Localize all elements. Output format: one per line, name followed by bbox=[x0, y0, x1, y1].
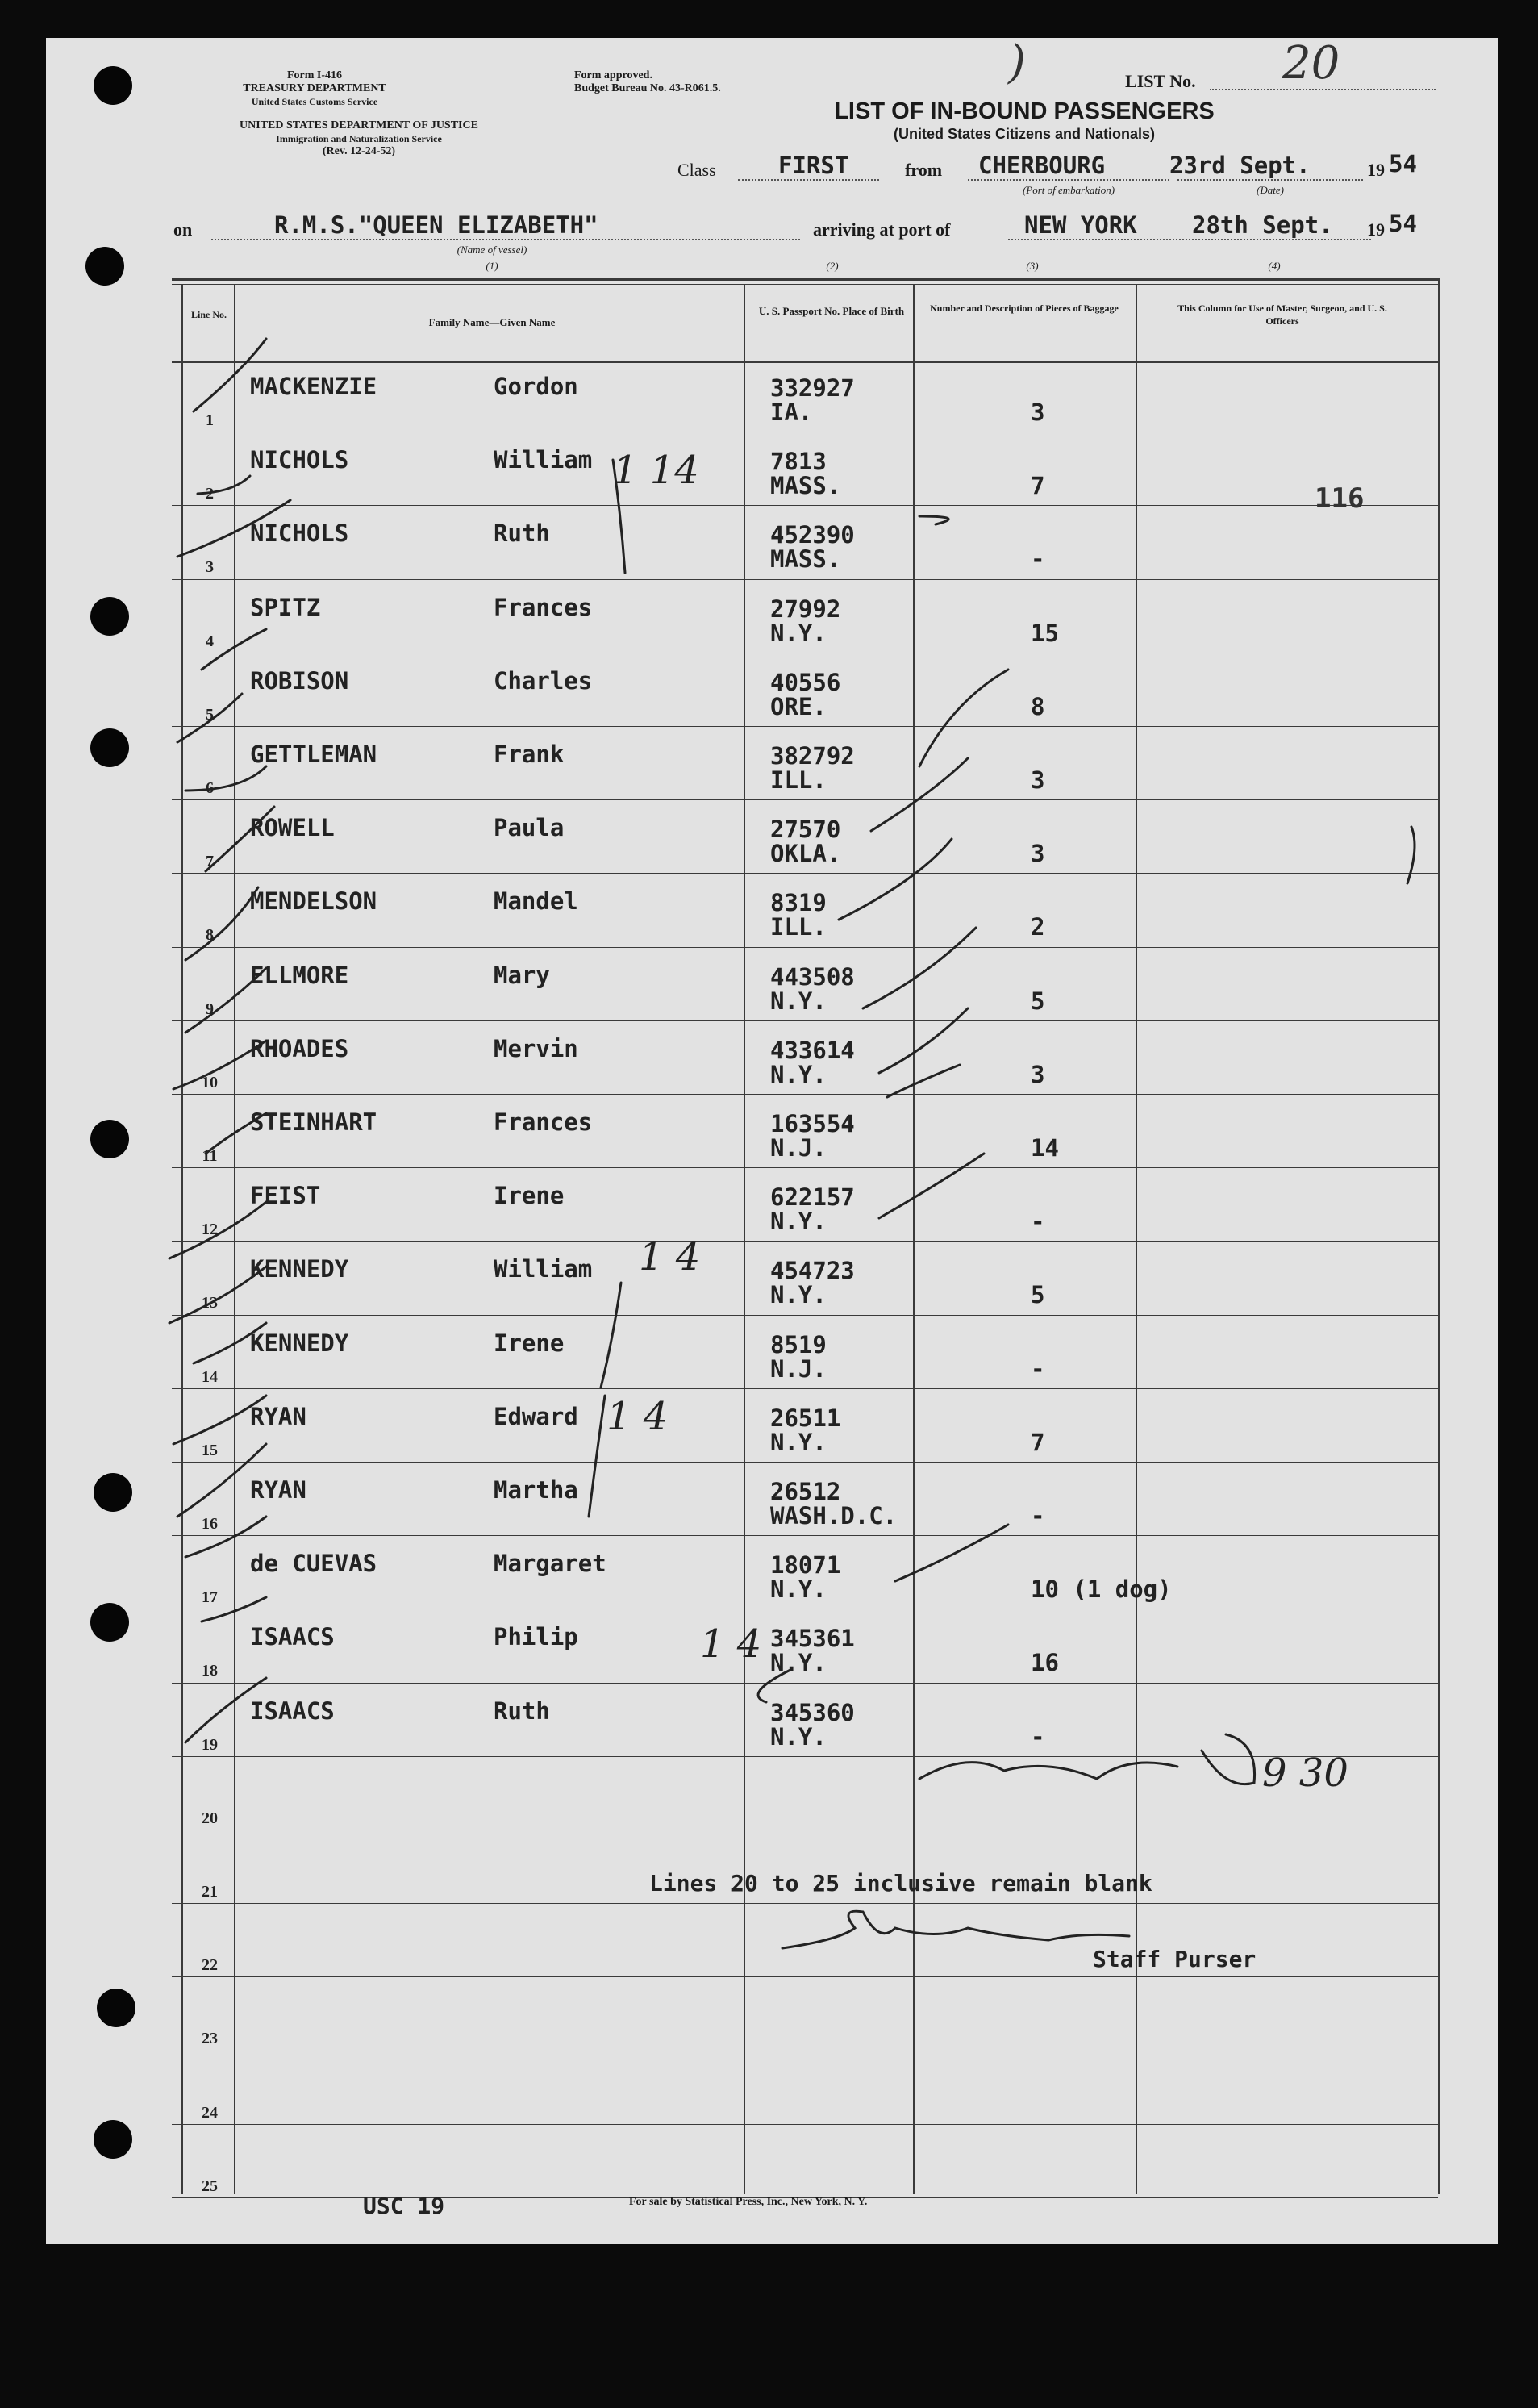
row-rule bbox=[172, 1241, 1438, 1242]
class-label: Class bbox=[677, 160, 716, 180]
vessel-line bbox=[211, 239, 800, 240]
family-name: ISAACS bbox=[250, 1696, 335, 1725]
passport-number: 18071 bbox=[770, 1551, 841, 1580]
place-of-birth: N.Y. bbox=[770, 1722, 827, 1751]
line-number: 13 bbox=[202, 1294, 218, 1313]
place-of-birth: ILL. bbox=[770, 913, 827, 941]
port-line bbox=[1008, 239, 1371, 240]
passport-number: 622157 bbox=[770, 1183, 855, 1212]
caption-3: (3) bbox=[1026, 260, 1039, 272]
given-name: Frances bbox=[494, 1108, 593, 1136]
col-rule-left bbox=[181, 284, 183, 2194]
blank-lines-note: Lines 20 to 25 inclusive remain blank bbox=[649, 1870, 1152, 1897]
row-rule bbox=[172, 1020, 1438, 1021]
col-rule-name bbox=[744, 284, 745, 2194]
punch-hole bbox=[85, 247, 124, 286]
line-number: 17 bbox=[202, 1588, 218, 1607]
row-rule bbox=[172, 726, 1438, 727]
departure-date: 23rd Sept. bbox=[1169, 152, 1311, 179]
baggage-count: 14 bbox=[1031, 1134, 1059, 1162]
place-of-birth: MASS. bbox=[770, 545, 841, 574]
baggage-count: 2 bbox=[1031, 913, 1045, 941]
line-number: 19 bbox=[202, 1735, 218, 1754]
baggage-count: 10 (1 dog) bbox=[1031, 1575, 1172, 1604]
class-value: FIRST bbox=[778, 152, 849, 179]
baggage-count: - bbox=[1031, 1208, 1045, 1236]
family-name: FEIST bbox=[250, 1182, 321, 1210]
punch-hole bbox=[90, 728, 129, 767]
departure-year: 54 bbox=[1389, 150, 1417, 177]
place-of-birth: N.Y. bbox=[770, 987, 827, 1015]
arrival-port: NEW YORK bbox=[1024, 211, 1137, 239]
line-number: 3 bbox=[206, 558, 214, 577]
baggage-count: 8 bbox=[1031, 692, 1045, 720]
budget-bureau: Budget Bureau No. 43-R061.5. bbox=[574, 82, 721, 94]
row-rule bbox=[172, 2124, 1438, 2125]
place-of-birth: N.Y. bbox=[770, 619, 827, 647]
printer-credit: For sale by Statistical Press, Inc., New York, N. Y. bbox=[629, 2196, 868, 2208]
year-prefix: 19 bbox=[1367, 160, 1385, 180]
handwritten-count: 1 4 bbox=[639, 1234, 701, 1279]
passport-number: 7813 bbox=[770, 448, 827, 476]
arrival-date: 28th Sept. bbox=[1192, 211, 1333, 239]
passport-number: 27992 bbox=[770, 595, 841, 623]
row-rule bbox=[172, 1315, 1438, 1316]
baggage-count: 3 bbox=[1031, 766, 1045, 794]
row-rule bbox=[172, 1167, 1438, 1168]
punch-hole bbox=[90, 1603, 129, 1642]
baggage-count: 3 bbox=[1031, 1060, 1045, 1088]
passport-number: 452390 bbox=[770, 521, 855, 549]
baggage-count: - bbox=[1031, 545, 1045, 574]
passport-number: 345361 bbox=[770, 1625, 855, 1653]
place-of-birth: N.Y. bbox=[770, 1060, 827, 1088]
form-number: Form I-416 bbox=[286, 69, 343, 81]
place-of-birth: N.Y. bbox=[770, 1575, 827, 1604]
place-of-birth: WASH.D.C. bbox=[770, 1502, 898, 1530]
punch-hole bbox=[94, 2120, 132, 2159]
baggage-count: 15 bbox=[1031, 619, 1059, 647]
passport-number: 8319 bbox=[770, 889, 827, 917]
handwritten-mark: ) bbox=[1008, 36, 1026, 89]
passport-number: 8519 bbox=[770, 1330, 827, 1358]
passport-number: 40556 bbox=[770, 668, 841, 696]
family-name: NICHOLS bbox=[250, 446, 349, 474]
family-name: MENDELSON bbox=[250, 887, 377, 916]
family-name: KENNEDY bbox=[250, 1329, 349, 1357]
line-number: 6 bbox=[206, 779, 214, 797]
vessel-caption: (Name of vessel) bbox=[456, 244, 527, 256]
line-number: 14 bbox=[202, 1367, 218, 1386]
handwritten-date: 9 30 bbox=[1262, 1751, 1348, 1796]
date-line bbox=[1177, 179, 1363, 181]
given-name: Charles bbox=[494, 666, 593, 695]
row-rule bbox=[172, 1535, 1438, 1536]
line-number: 10 bbox=[202, 1073, 218, 1091]
given-name: Philip bbox=[494, 1623, 578, 1651]
place-of-birth: N.J. bbox=[770, 1134, 827, 1162]
date-caption: (Date) bbox=[1257, 184, 1284, 196]
passport-number: 345360 bbox=[770, 1698, 855, 1726]
line-number: 16 bbox=[202, 1515, 218, 1533]
place-of-birth: N.Y. bbox=[770, 1649, 827, 1677]
baggage-count: 3 bbox=[1031, 840, 1045, 868]
place-of-birth: MASS. bbox=[770, 472, 841, 500]
place-of-birth: N.Y. bbox=[770, 1208, 827, 1236]
baggage-count: - bbox=[1031, 1502, 1045, 1530]
form-approved: Form approved. bbox=[574, 69, 652, 81]
place-of-birth: N.Y. bbox=[770, 1281, 827, 1309]
treasury-department: TREASURY DEPARTMENT bbox=[243, 82, 386, 94]
table-top-rule bbox=[172, 278, 1438, 281]
baggage-count: - bbox=[1031, 1722, 1045, 1751]
list-subtitle: (United States Citizens and Nationals) bbox=[893, 126, 1156, 142]
given-name: Frank bbox=[494, 741, 565, 768]
given-name: Frances bbox=[494, 593, 593, 621]
family-name: RYAN bbox=[250, 1476, 306, 1504]
row-rule bbox=[172, 1903, 1438, 1904]
line-number: 11 bbox=[202, 1147, 218, 1165]
given-name: Paula bbox=[494, 814, 565, 842]
passport-number: 382792 bbox=[770, 742, 855, 770]
given-name: Ruth bbox=[494, 520, 550, 548]
family-name: RHOADES bbox=[250, 1034, 349, 1062]
line-number: 4 bbox=[206, 632, 214, 650]
given-name: Mervin bbox=[494, 1034, 578, 1062]
handwritten-count: 1 14 bbox=[613, 448, 699, 493]
line-number: 5 bbox=[206, 705, 214, 724]
vessel-name: R.M.S."QUEEN ELIZABETH" bbox=[274, 211, 598, 239]
caption-1: (1) bbox=[486, 260, 498, 272]
passport-number: 454723 bbox=[770, 1257, 855, 1285]
punch-hole bbox=[97, 1989, 135, 2027]
ins-service: Immigration and Naturalization Service bbox=[276, 133, 442, 144]
punch-hole bbox=[90, 597, 129, 636]
header-officers: This Column for Use of Master, Surgeon, and U. S. Officers bbox=[1177, 303, 1387, 327]
baggage-count: - bbox=[1031, 1354, 1045, 1383]
line-number: 24 bbox=[202, 2103, 218, 2122]
family-name: ISAACS bbox=[250, 1623, 335, 1651]
given-name: William bbox=[494, 446, 593, 474]
family-name: ROWELL bbox=[250, 814, 335, 842]
given-name: William bbox=[494, 1255, 593, 1283]
list-title: LIST OF IN-BOUND PASSENGERS bbox=[834, 98, 1215, 124]
row-rule bbox=[172, 873, 1438, 874]
embarkation-port: CHERBOURG bbox=[978, 152, 1106, 179]
baggage-count: 3 bbox=[1031, 399, 1045, 426]
line-number: 7 bbox=[206, 853, 214, 871]
row-rule bbox=[172, 947, 1438, 948]
officer-mark: 116 bbox=[1315, 482, 1365, 515]
family-name: STEINHART bbox=[250, 1108, 377, 1136]
family-name: SPITZ bbox=[250, 593, 321, 621]
row-rule bbox=[172, 1462, 1438, 1463]
place-of-birth: IA. bbox=[770, 399, 813, 426]
line-number: 1 bbox=[206, 411, 214, 429]
row-rule bbox=[172, 1683, 1438, 1684]
place-of-birth: N.J. bbox=[770, 1354, 827, 1383]
table-right-rule bbox=[1438, 278, 1440, 2194]
footer-code: USC 19 bbox=[363, 2193, 445, 2219]
family-name: KENNEDY bbox=[250, 1255, 349, 1283]
line-number: 9 bbox=[206, 1000, 214, 1018]
passport-number: 27570 bbox=[770, 816, 841, 844]
caption-2: (2) bbox=[826, 260, 839, 272]
header-name: Family Name—Given Name bbox=[428, 316, 556, 328]
arriving-label: arriving at port of bbox=[813, 219, 951, 240]
family-name: NICHOLS bbox=[250, 520, 349, 548]
given-name: Mandel bbox=[494, 887, 578, 916]
from-line bbox=[968, 179, 1169, 181]
list-no-label: LIST No. bbox=[1125, 71, 1196, 91]
class-line bbox=[738, 179, 879, 181]
customs-service: United States Customs Service bbox=[251, 96, 378, 107]
from-label: from bbox=[905, 160, 943, 180]
family-name: MACKENZIE bbox=[250, 373, 377, 400]
place-of-birth: ILL. bbox=[770, 766, 827, 794]
family-name: GETTLEMAN bbox=[250, 741, 377, 768]
line-number: 23 bbox=[202, 2030, 218, 2048]
row-rule bbox=[172, 505, 1438, 506]
col-rule-passport bbox=[913, 284, 915, 2194]
arrival-year: 54 bbox=[1389, 210, 1417, 237]
given-name: Ruth bbox=[494, 1696, 550, 1725]
row-rule bbox=[172, 1094, 1438, 1095]
given-name: Martha bbox=[494, 1476, 578, 1504]
line-number: 25 bbox=[202, 2176, 218, 2195]
given-name: Margaret bbox=[494, 1550, 606, 1578]
passport-number: 332927 bbox=[770, 374, 855, 402]
line-number: 8 bbox=[206, 926, 214, 945]
line-number: 18 bbox=[202, 1662, 218, 1680]
row-rule bbox=[172, 579, 1438, 580]
line-number: 22 bbox=[202, 1956, 218, 1975]
department-of-justice: UNITED STATES DEPARTMENT OF JUSTICE bbox=[240, 119, 478, 131]
passport-number: 433614 bbox=[770, 1036, 855, 1064]
line-number: 20 bbox=[202, 1809, 218, 1827]
family-name: RYAN bbox=[250, 1402, 306, 1430]
baggage-count: 7 bbox=[1031, 1428, 1045, 1456]
col-rule-line bbox=[234, 284, 235, 2194]
passport-number: 163554 bbox=[770, 1110, 855, 1137]
place-of-birth: N.Y. bbox=[770, 1428, 827, 1456]
passport-number: 26512 bbox=[770, 1478, 841, 1505]
baggage-count: 5 bbox=[1031, 1281, 1045, 1309]
family-name: ELLMORE bbox=[250, 961, 349, 989]
given-name: Edward bbox=[494, 1402, 578, 1430]
punch-hole bbox=[94, 1473, 132, 1512]
row-rule bbox=[172, 1388, 1438, 1389]
punch-hole bbox=[90, 1120, 129, 1158]
handwritten-count: 1 4 bbox=[606, 1394, 669, 1439]
year-prefix-2: 19 bbox=[1367, 219, 1385, 240]
baggage-count: 16 bbox=[1031, 1649, 1059, 1677]
given-name: Mary bbox=[494, 961, 550, 989]
col-rule-baggage bbox=[1136, 284, 1137, 2194]
line-number: 2 bbox=[206, 485, 214, 503]
line-number: 21 bbox=[202, 1883, 218, 1901]
on-label: on bbox=[173, 219, 193, 240]
given-name: Irene bbox=[494, 1182, 565, 1210]
given-name: Irene bbox=[494, 1329, 565, 1357]
passport-number: 26511 bbox=[770, 1404, 841, 1432]
handwritten-count: 1 4 bbox=[700, 1621, 762, 1667]
line-number: 12 bbox=[202, 1221, 218, 1239]
header-bottom-rule bbox=[172, 361, 1438, 363]
header-baggage: Number and Description of Pieces of Baggage bbox=[930, 303, 1119, 314]
caption-4: (4) bbox=[1268, 260, 1281, 272]
given-name: Gordon bbox=[494, 373, 578, 400]
staff-purser-label: Staff Purser bbox=[1093, 1946, 1257, 1972]
place-of-birth: ORE. bbox=[770, 692, 827, 720]
line-number: 15 bbox=[202, 1441, 218, 1459]
place-of-birth: OKLA. bbox=[770, 840, 841, 868]
passport-number: 443508 bbox=[770, 962, 855, 991]
baggage-count: 5 bbox=[1031, 987, 1045, 1015]
baggage-count: 7 bbox=[1031, 472, 1045, 500]
revision-date: (Rev. 12-24-52) bbox=[322, 145, 396, 157]
port-caption: (Port of embarkation) bbox=[1022, 184, 1115, 196]
row-rule bbox=[172, 799, 1438, 800]
family-name: ROBISON bbox=[250, 666, 349, 695]
header-line-no: Line No. bbox=[190, 309, 227, 320]
row-rule bbox=[172, 1756, 1438, 1757]
header-passport: U. S. Passport No. Place of Birth bbox=[758, 305, 905, 317]
row-rule bbox=[172, 1976, 1438, 1977]
list-no-value: 20 bbox=[1282, 37, 1340, 90]
table-top-rule-2 bbox=[172, 284, 1438, 285]
family-name: de CUEVAS bbox=[250, 1550, 377, 1578]
punch-hole bbox=[94, 66, 132, 105]
